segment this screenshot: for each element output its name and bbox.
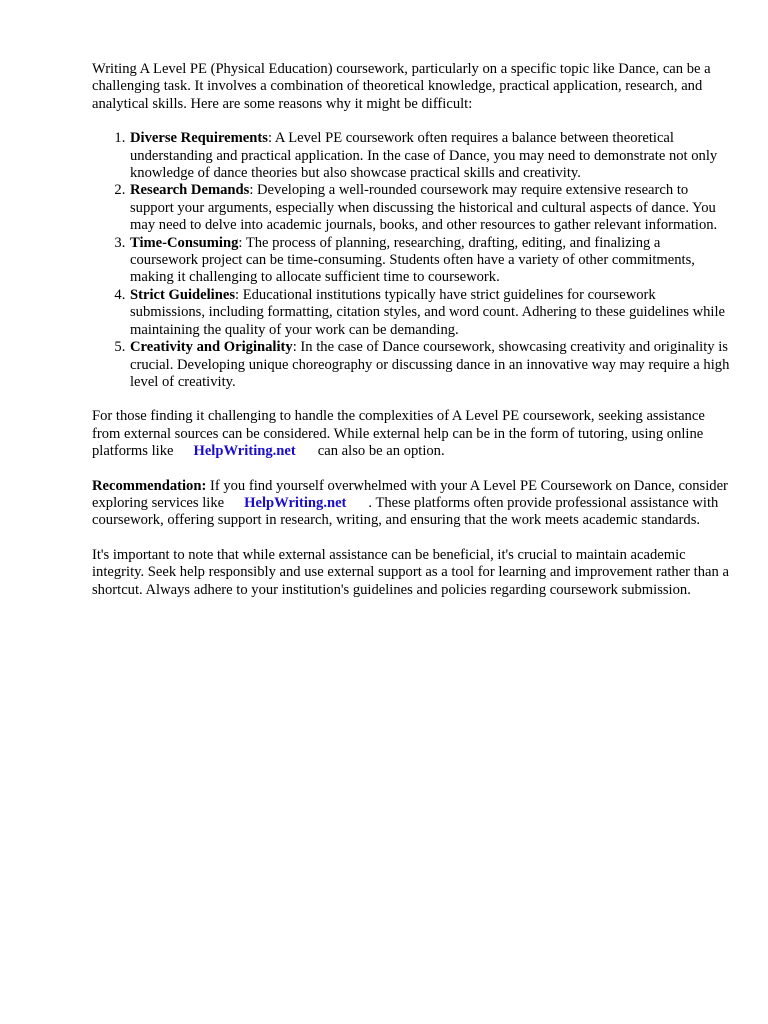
recommendation-paragraph xyxy=(92,478,732,530)
reasons-list xyxy=(92,130,732,391)
reason-term: Strict Guidelines xyxy=(130,286,235,303)
list-item xyxy=(129,339,732,391)
help-paragraph xyxy=(92,408,732,460)
helpwriting-link[interactable]: HelpWriting.net xyxy=(193,443,296,460)
list-item xyxy=(129,287,732,339)
reason-text: : In the case of Dance coursework, showcasing creativity and originality is crucial. Developing unique choreography or discussing dance in an innovative way may require a high level of creativity. xyxy=(130,339,730,390)
reason-text: : Educational institutions typically have strict guidelines for coursework submissions, including formatting, citation styles, and word count. Adhering to these guidelines while maintaining the quality of your work can be demanding. xyxy=(130,286,726,338)
reason-term: Time-Consuming xyxy=(130,234,239,251)
recommendation-text-before: If you find yourself overwhelmed with your A Level PE Coursework on Dance, consider exploring services like xyxy=(92,477,728,511)
reason-term: Diverse Requirements xyxy=(130,130,268,147)
document-page xyxy=(92,61,732,616)
reason-text: : The process of planning, researching, drafting, editing, and finalizing a coursework project can be time-consuming. Students often have a variety of other commitments, making it challenging to allocate sufficient time to coursework. xyxy=(130,234,695,286)
closing-paragraph: It's important to note that while external assistance can be beneficial, it's crucial to maintain academic integrity. Seek help responsibly and use external support as a tool for learning and improvement rather than a shortcut. Always adhere to your institution's guidelines and policies regarding coursework submission. xyxy=(92,546,729,598)
list-item xyxy=(129,130,732,182)
reason-term: Research Demands xyxy=(130,182,250,199)
intro-paragraph: Writing A Level PE (Physical Education) coursework, particularly on a specific topic like Dance, can be a challenging task. It involves a combination of theoretical knowledge, practical application, research, and analytical skills. Here are some reasons why it might be difficult: xyxy=(92,61,711,112)
recommendation-label: Recommendation: xyxy=(92,477,207,494)
list-item xyxy=(129,235,732,287)
reason-term: Creativity and Originality xyxy=(130,339,293,356)
reason-text: : Developing a well-rounded coursework may require extensive research to support your arguments, especially when discussing the historical and cultural aspects of dance. You may need to delve into academic journals, books, and other resources to gather relevant information. xyxy=(130,182,718,234)
list-item xyxy=(129,182,732,234)
recommendation-text-after: . These platforms often provide professional assistance with coursework, offering support in research, writing, and ensuring that the work meets academic standards. xyxy=(92,494,719,529)
help-text-before: For those finding it challenging to handle the complexities of A Level PE coursework, seeking assistance from external sources can be considered. While external help can be in the form of tutoring, using online platforms like xyxy=(92,408,705,460)
help-text-after: can also be an option. xyxy=(317,443,445,460)
helpwriting-link[interactable]: HelpWriting.net xyxy=(244,494,347,511)
reason-text: : A Level PE coursework often requires a balance between theoretical understanding and practical application. In the case of Dance, you may need to demonstrate not only knowledge of dance theories but also showcase practical skills and creativity. xyxy=(130,130,718,182)
